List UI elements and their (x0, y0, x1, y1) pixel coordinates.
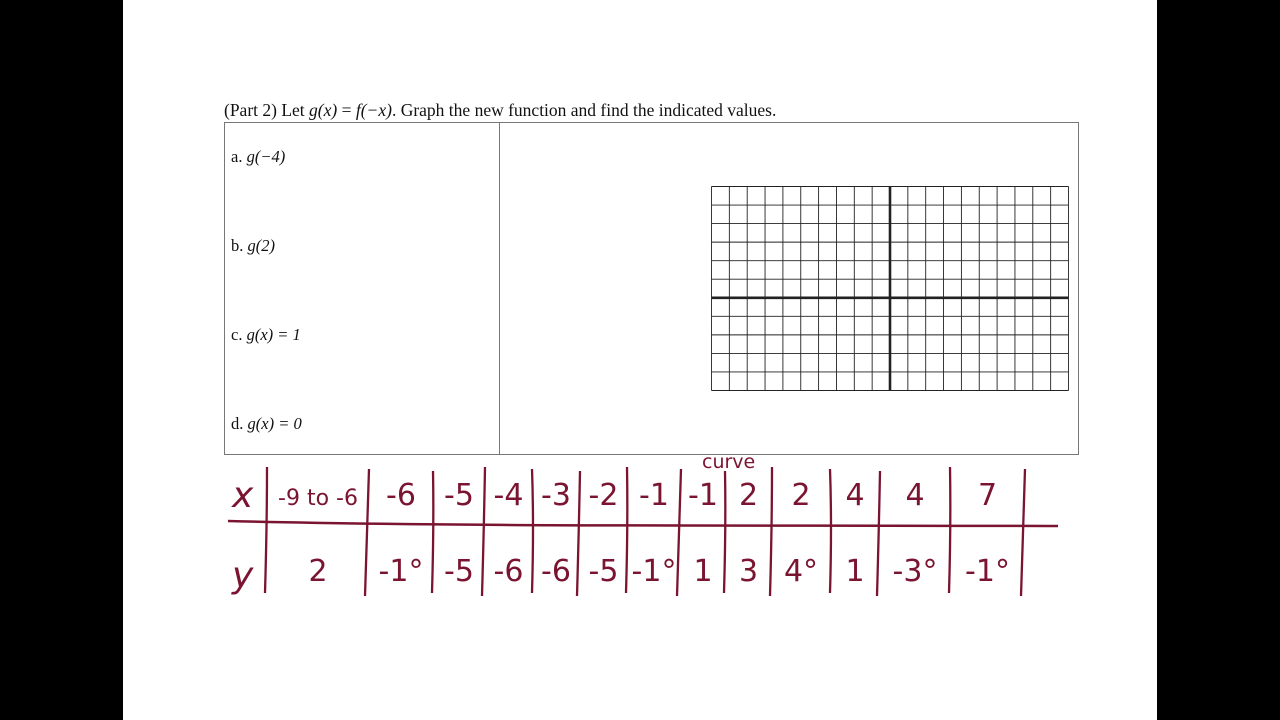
y-value-cell: -1° (965, 554, 1010, 589)
column-separator (482, 467, 485, 596)
y-value-cell: -1° (631, 554, 677, 589)
column-separator (877, 471, 880, 596)
x-value-cell: -5 (444, 478, 474, 513)
column-separator (365, 469, 369, 596)
row-label-y: y (232, 555, 254, 596)
question-c-label: c. (231, 325, 247, 344)
y-value-cell: -6 (541, 554, 571, 589)
column-separator (626, 467, 627, 593)
y-value-cell: -5 (444, 554, 474, 589)
column-separator (577, 471, 580, 596)
x-value-cell: -6 (386, 478, 416, 513)
x-value-cell: 4 (905, 478, 925, 513)
heading-text-post: . Graph the new function and find the indicated values. (391, 100, 777, 120)
x-value-cell: -3 (541, 478, 571, 513)
question-a-label: a. (231, 147, 247, 166)
box-divider (499, 122, 500, 455)
y-value-cell: 3 (738, 554, 759, 589)
x-value-cell: -1 (639, 478, 669, 513)
x-value-cell: -9 to -6 (278, 486, 358, 511)
column-separator (1021, 469, 1025, 596)
y-value-cell: 1 (693, 554, 713, 589)
column-separator (265, 467, 267, 593)
question-b-expr: g(2) (247, 236, 275, 255)
column-separator (770, 467, 772, 596)
column-separator (724, 471, 725, 593)
question-c-expr: g(x) = 1 (246, 325, 301, 344)
part-heading (224, 100, 776, 121)
column-separator (432, 471, 433, 593)
heading-text-pre: (Part 2) Let (224, 100, 310, 120)
column-separator (830, 469, 831, 593)
y-value-cell: 2 (308, 554, 328, 589)
question-a-expr: g(−4) (246, 147, 286, 166)
x-value-cell: -2 (588, 478, 619, 513)
y-value-cell: 4° (783, 554, 819, 589)
question-b (231, 236, 275, 256)
y-value-cell: -6 (493, 554, 524, 589)
y-value-cell: -3° (892, 554, 938, 589)
question-c (231, 325, 301, 345)
heading-g-of-x: g(x) (309, 100, 338, 120)
x-value-cell: -1 (688, 478, 718, 513)
column-separator (532, 469, 533, 593)
question-d-label: d. (231, 414, 248, 433)
coordinate-grid[interactable] (711, 186, 1069, 391)
y-value-cell: -5 (588, 554, 619, 589)
x-value-cell: 4 (845, 478, 865, 513)
column-separator (677, 469, 681, 596)
table-row-divider (228, 521, 1058, 526)
question-d (231, 414, 302, 434)
heading-f-of-neg-x: f(−x) (355, 100, 392, 120)
question-a (231, 147, 285, 167)
question-d-expr: g(x) = 0 (247, 414, 302, 433)
column-separator (949, 467, 950, 593)
annotation-curve: curve (702, 451, 756, 473)
table-columns (265, 467, 1025, 596)
x-value-cell: 7 (977, 478, 998, 513)
x-value-cell: 2 (791, 478, 811, 513)
y-value-cell: -1° (378, 554, 424, 589)
heading-equals: = (337, 100, 356, 120)
row-label-x: x (232, 475, 254, 516)
question-b-label: b. (231, 236, 248, 255)
y-value-cell: 1 (845, 554, 865, 589)
x-value-cell: -4 (493, 478, 524, 513)
x-value-cell: 2 (738, 478, 759, 513)
handwritten-table (220, 445, 1070, 605)
